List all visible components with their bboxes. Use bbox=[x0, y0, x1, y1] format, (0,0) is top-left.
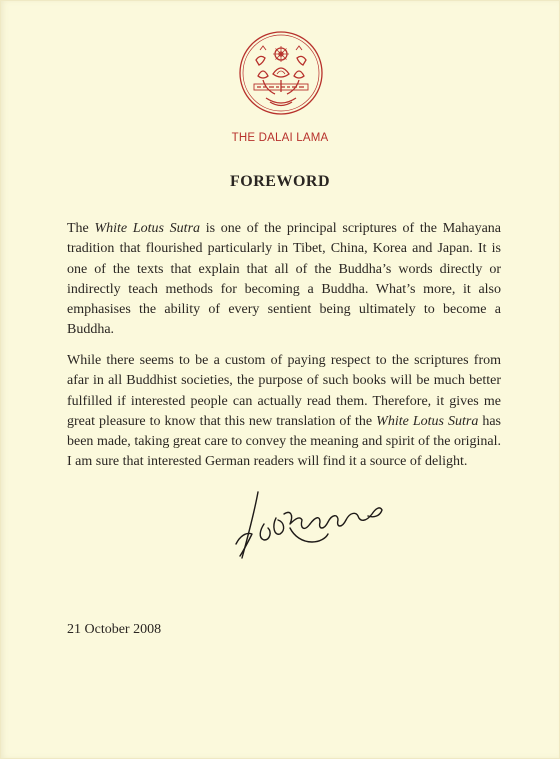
body-paragraph-1 bbox=[67, 219, 501, 341]
document-title: FOREWORD bbox=[230, 173, 330, 190]
letterhead-sender: THE DALAI LAMA bbox=[231, 132, 329, 144]
body-paragraph-2 bbox=[67, 351, 501, 473]
book-title-emphasis: White Lotus Sutra bbox=[94, 221, 201, 236]
paragraph-1-text-end: is one of the principal scriptures of the Mahayana tradition that flourished particularly in Tibet, China, Korea and Japan. It is one of the texts that explain that all of the Buddha’s words directly or indirectly teach methods for becoming a Buddha. What’s more, it also emphasises the ability of every sentient being ultimately to become a Buddha. bbox=[67, 221, 502, 338]
dalai-lama-seal-icon bbox=[238, 30, 324, 116]
document-date: 21 October 2008 bbox=[67, 622, 162, 637]
paragraph-2-text-end: has been made, taking great care to convey the meaning and spirit of the original. I am sure that interested German readers will find it a source of delight. bbox=[67, 413, 502, 470]
paragraph-2-text-start: While there seems to be a custom of paying respect to the scriptures from afar in all Buddhist societies, the purpose of such books will be much better fulfilled if interested people can actually read them. Therefore, it gives me great pleasure to know that this new translation of the bbox=[67, 353, 501, 429]
paragraph-1-text-start: The bbox=[67, 221, 95, 236]
book-title-emphasis: White Lotus Sutra bbox=[376, 413, 479, 429]
handwritten-signature-icon bbox=[228, 484, 388, 568]
